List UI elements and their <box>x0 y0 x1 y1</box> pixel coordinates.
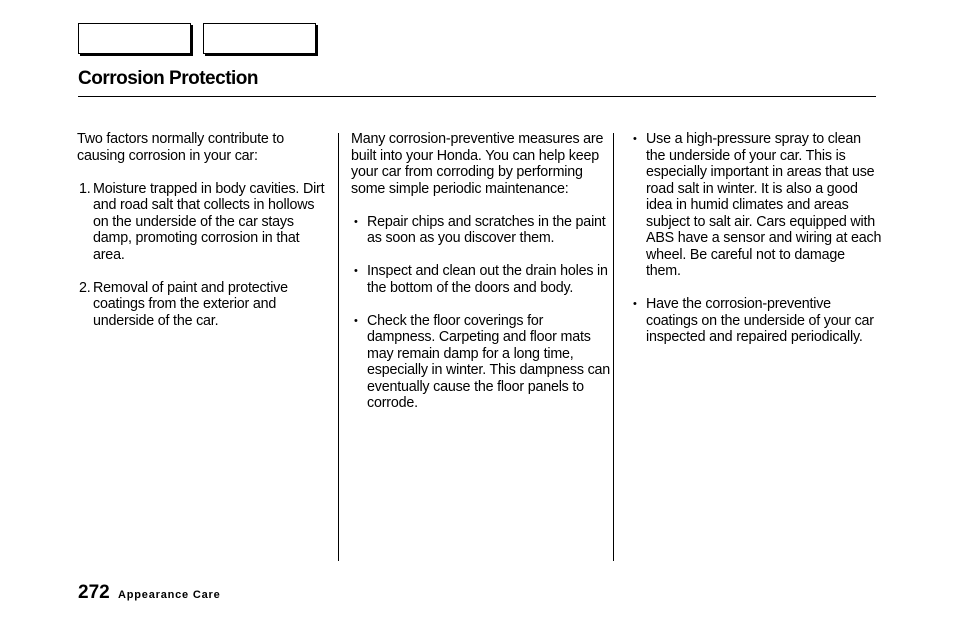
page-title: Corrosion Protection <box>78 68 259 89</box>
title-underline <box>78 96 876 97</box>
bullet-item <box>351 263 613 296</box>
page-number: 272 <box>78 582 110 603</box>
bullet-item <box>351 313 613 412</box>
bullet-item <box>630 296 882 346</box>
item-number: 1. <box>79 180 91 197</box>
intro-paragraph: Two factors normally contribute to causing corrosion in your car: <box>77 131 284 164</box>
column-2 <box>351 131 613 412</box>
item-text: Moisture trapped in body cavities. Dirt and road salt that collects in hollows on the underside of the car stays damp, promoting corrosion in that area. <box>93 180 325 263</box>
nav-button-2[interactable] <box>203 23 316 54</box>
bullet-item <box>351 214 613 247</box>
numbered-item <box>77 280 333 330</box>
bullet-icon: • <box>354 314 358 327</box>
intro-paragraph: Many corrosion-preventive measures are built into your Honda. You can help keep your car from corroding by performing some simple periodic maintenance: <box>351 131 604 197</box>
bullet-text: Check the floor coverings for dampness. Carpeting and floor mats may remain damp for a long time, especially in winter. This dampness can eventually cause the floor panels to corrode. <box>367 312 611 411</box>
item-text: Removal of paint and protective coatings from the exterior and underside of the car. <box>93 279 288 329</box>
bullet-text: Have the corrosion-preventive coatings on the underside of your car inspected and repaired periodically. <box>646 296 874 345</box>
bullet-text: Use a high-pressure spray to clean the underside of your car. This is especially important in areas that use road salt in winter. It is also a good idea in humid climates and areas subject to salt air. Cars equipped with ABS have a sensor and wiring at each wheel. Be careful not to damage them. <box>646 131 882 279</box>
column-divider <box>338 133 339 561</box>
bullet-item <box>630 131 882 280</box>
bullet-icon: • <box>633 298 637 310</box>
column-divider <box>613 133 614 561</box>
item-number: 2. <box>79 279 91 296</box>
nav-button-1[interactable] <box>78 23 191 54</box>
bullet-text: Repair chips and scratches in the paint as soon as you discover them. <box>367 213 606 246</box>
bullet-icon: • <box>633 133 637 145</box>
bullet-text: Inspect and clean out the drain holes in the bottom of the doors and body. <box>367 263 608 296</box>
bullet-icon: • <box>354 265 358 277</box>
section-name: Appearance Care <box>118 589 221 601</box>
column-3 <box>630 131 882 346</box>
numbered-item <box>77 181 333 264</box>
column-1 <box>77 131 333 329</box>
bullet-icon: • <box>354 215 358 228</box>
